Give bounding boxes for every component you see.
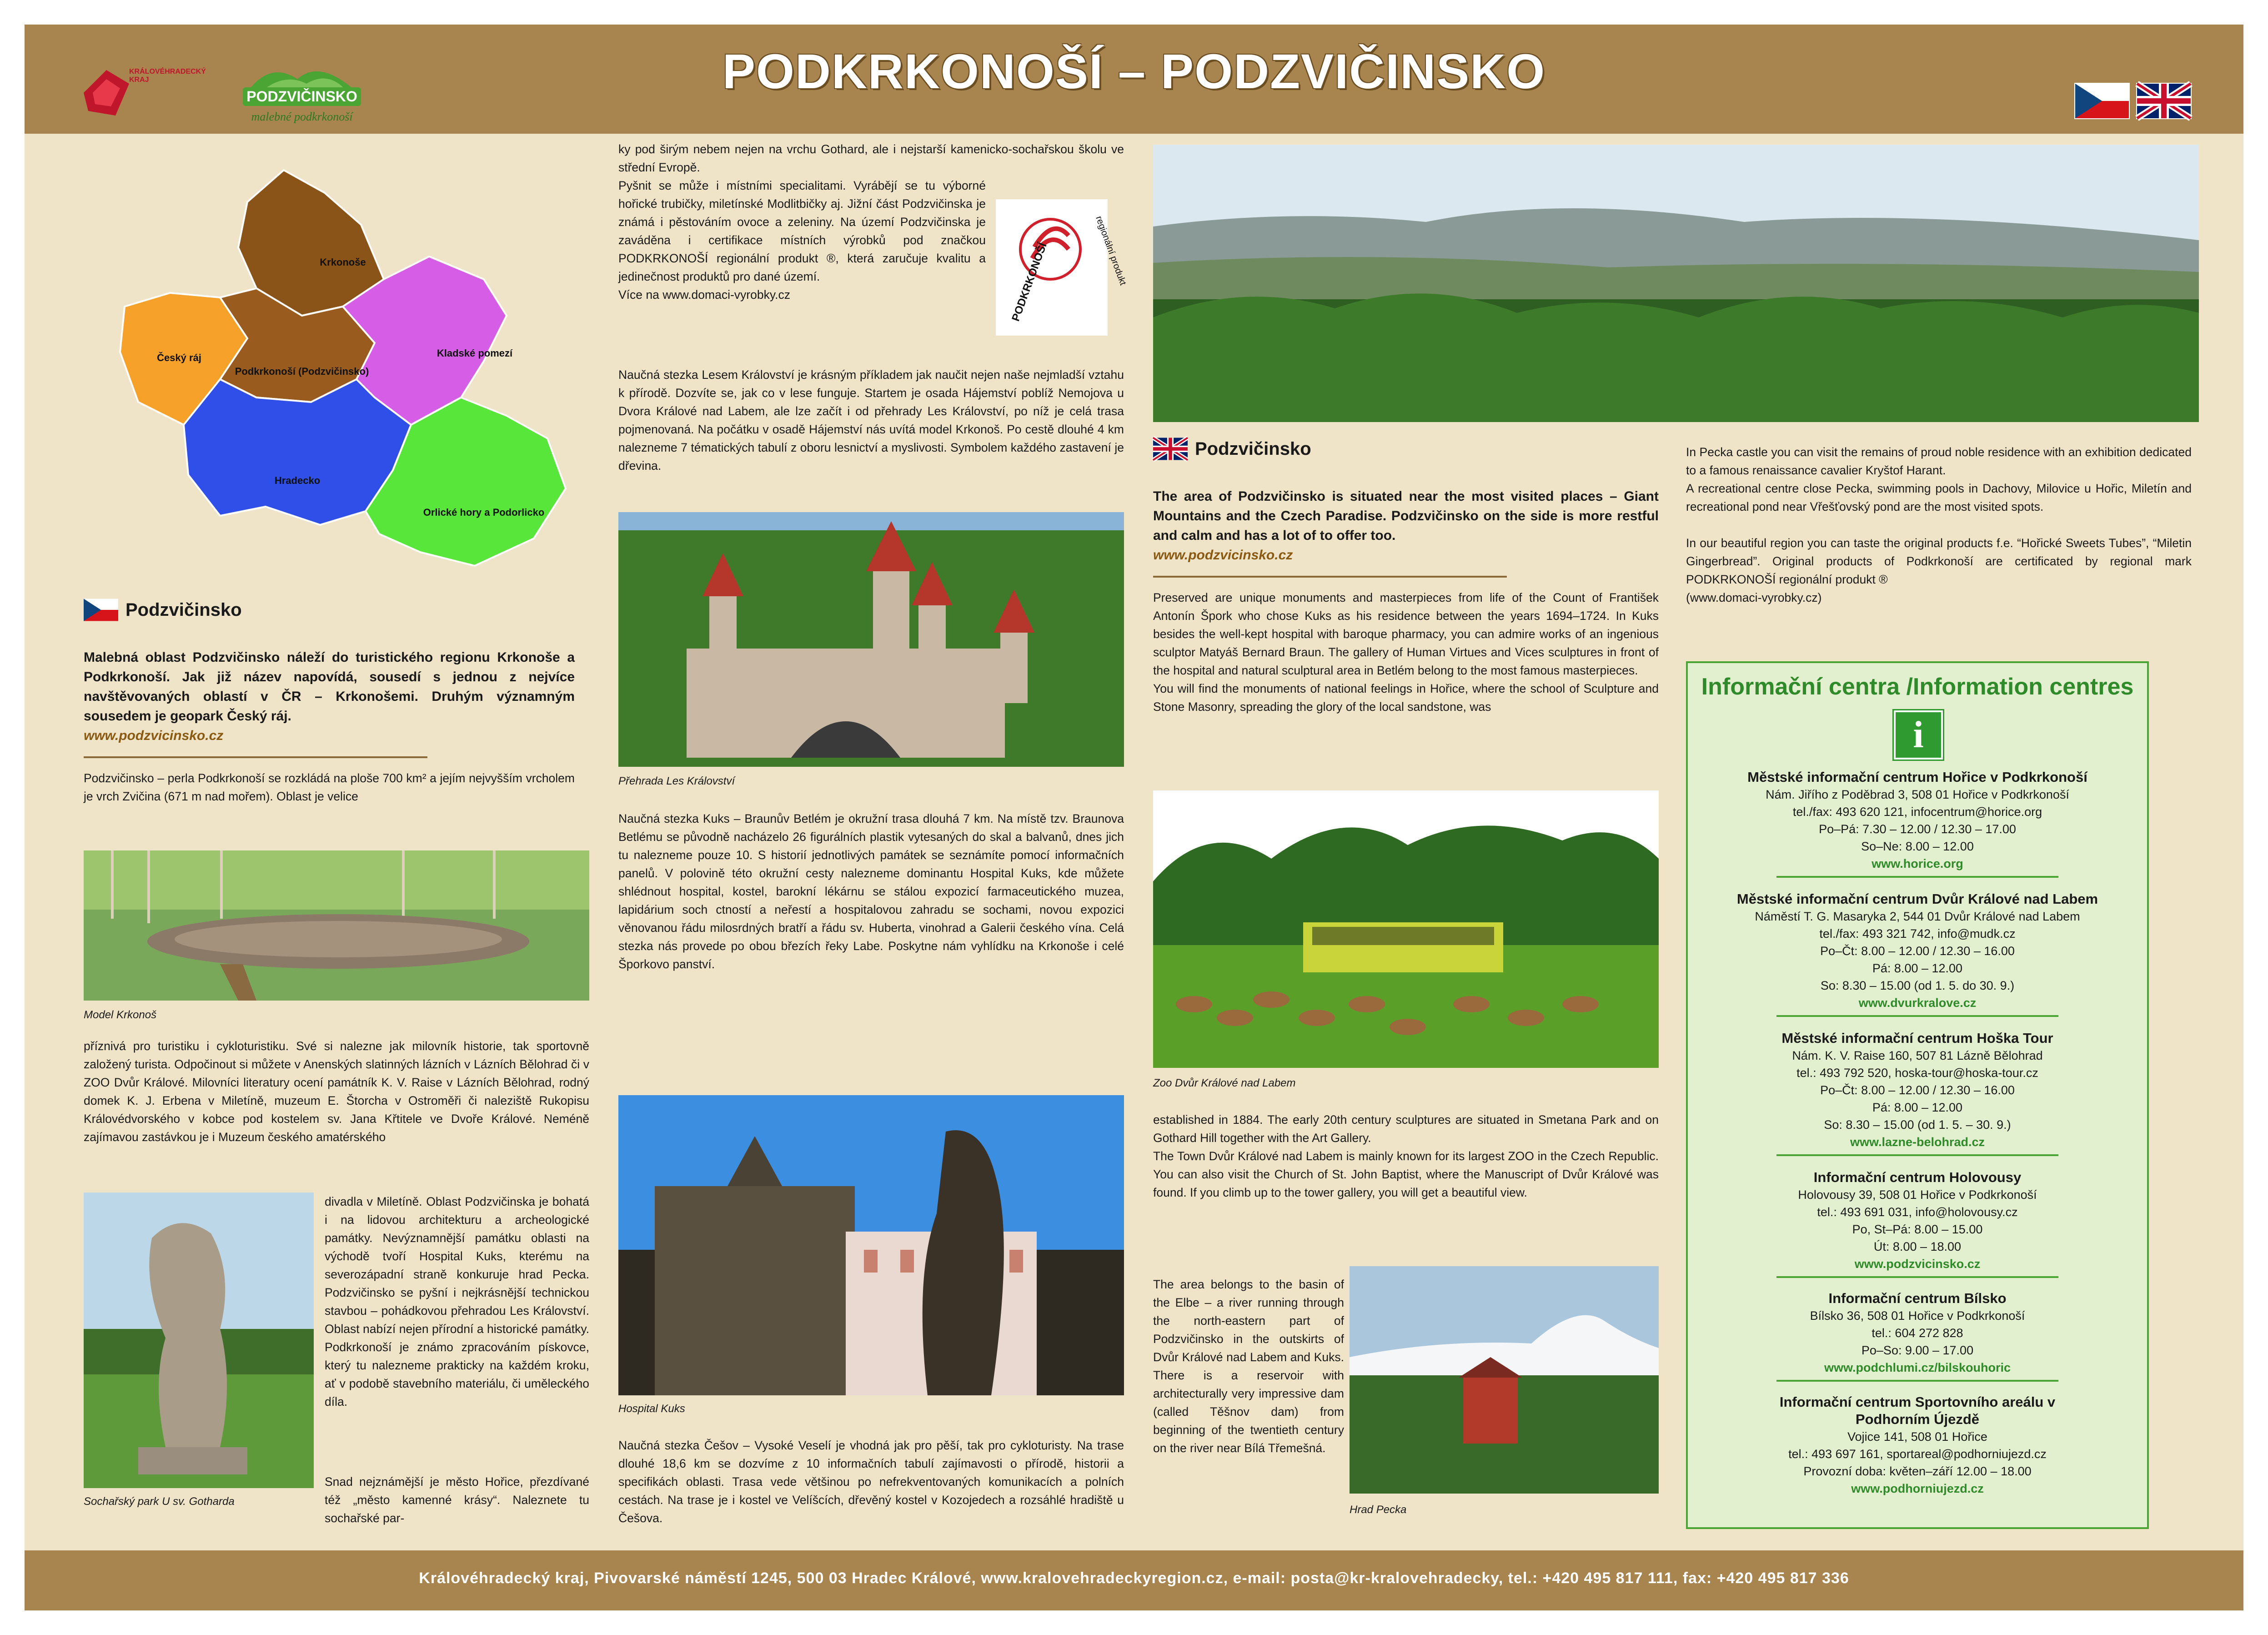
divider — [1776, 1276, 2058, 1278]
caption-sculpture-park: Sochařský park U sv. Gotharda — [84, 1495, 235, 1508]
page-title: PODKRKONOŠÍ – PODZVIČINSKO — [722, 44, 1546, 99]
col3-p3: established in 1884. The early 20th century sculptures are situated in Smetana Park and on Gothard Hill together with the Art Gallery. — [1153, 1113, 1659, 1145]
map-label-cesky-raj: Český ráj — [157, 352, 201, 363]
footer-bar — [25, 1550, 2243, 1610]
map-label-orlicke: Orlické hory a Podorlicko — [423, 507, 545, 518]
centre-line: tel./fax: 493 620 121, infocentrum@horice.org — [1792, 805, 2042, 819]
col3-p4: The Town Dvůr Králové nad Labem is mainly known for its largest ZOO in the Czech Republic. You can also visit the Church of St. John Baptist, where the Manuscript of Dvůr Králové was found. If you climb up to the tower gallery, you will get a beautiful view. — [1153, 1149, 1659, 1199]
centre-url[interactable]: www.lazne-belohrad.cz — [1850, 1135, 1985, 1149]
info-title: Informační centra /Information centres — [1701, 674, 2134, 700]
centre-line: So: 8.30 – 15.00 (od 1. 5. – 30. 9.) — [1824, 1118, 2011, 1132]
centre-line: tel.: 493 792 520, hoska-tour@hoska-tour.cz — [1796, 1066, 2038, 1080]
centre-line: Po–Čt: 8.00 – 12.00 / 12.30 – 16.00 — [1820, 1083, 2015, 1097]
col3-p1: Preserved are unique monuments and masterpieces from life of the Count of František Antonín Špork who chose Kuks as his residence between the years 1694–1724. In Kuks besides the well-kept hospital with baroque pharmacy, you can admire works of an ingenious sculptor Matyáš Bernard Braun. The gallery of Human Virtues and Vices sculptures in front of the hospital and natural sculptural area in Betlém belong to the most famous masterpieces. — [1153, 591, 1659, 677]
centre-line: Pá: 8.00 – 12.00 — [1872, 961, 1963, 975]
centre-name: Informační centrum Bílsko — [1828, 1290, 2007, 1306]
divider — [1776, 1154, 2058, 1156]
centre-line: Po–So: 9.00 – 17.00 — [1861, 1343, 1974, 1357]
info-centre-hoska — [1688, 1030, 2147, 1162]
centre-name: Informační centrum Sportovního areálu v Podhorním Újezdě — [1779, 1394, 2056, 1427]
info-centre-holovousy — [1688, 1169, 2147, 1284]
caption-model-krkonos: Model Krkonoš — [84, 1009, 157, 1021]
regional-product-badge — [996, 199, 1128, 336]
centre-url[interactable]: www.podzvicinsko.cz — [1854, 1257, 1981, 1271]
photo-sculpture-park — [84, 1192, 314, 1488]
centre-line: Provozní doba: květen–září 12.00 – 18.00 — [1803, 1464, 2032, 1478]
info-centre-dvur — [1688, 890, 2147, 1023]
col3-text — [1153, 487, 1659, 716]
divider — [1153, 576, 1507, 578]
col1-p3: divadla v Miletíně. Oblast Podzvičinska je bohatá i na lidovou architekturu a archeologické památky. Nevýznamnější památku oblasti na východě tvoří Hospital Kuks, kterému na severozápadní straně konkuruje hrad Pecka. Podzvičinsko se pyšní i nejkrásnější technickou stavbou – pohádkovou přehradou Les Království. Oblast nabízí nejen přírodní a historické památky. Podkrkonoší je známo zpracováním pískovce, který tu nalezneme prakticky na každém kroku, ať v podobě stavebního materiálu, či uměleckého díla. — [325, 1195, 589, 1409]
info-centre-bilsko — [1688, 1290, 2147, 1388]
divider — [1776, 1380, 2058, 1382]
centre-line: So–Ne: 8.00 – 12.00 — [1861, 840, 1974, 853]
centre-url[interactable]: www.podchlumi.cz/bilskouhoric — [1824, 1361, 2011, 1374]
centre-url[interactable]: www.horice.org — [1872, 857, 1963, 870]
col1-link[interactable]: www.podzvicinsko.cz — [84, 728, 224, 743]
info-icon: i — [1894, 710, 1943, 760]
caption-zoo: Zoo Dvůr Králové nad Labem — [1153, 1077, 1296, 1089]
map-label-podkrkonosi: Podkrkonoší (Podzvičinsko) — [235, 366, 369, 377]
centre-line: So: 8.30 – 15.00 (od 1. 5. do 30. 9.) — [1820, 979, 2015, 992]
centre-line: Pá: 8.00 – 12.00 — [1872, 1101, 1963, 1114]
section-heading-en — [1153, 438, 1311, 460]
caption-pecka: Hrad Pecka — [1350, 1504, 1407, 1516]
col3-p3p4 — [1153, 1111, 1659, 1202]
photo-model-krkonos — [84, 850, 589, 1001]
col3-lead: The area of Podzvičinsko is situated near the most visited places – Giant Mountains and the Czech Paradise. Podzvičinsko on the side is more restful and calm and has a lot of to offer too. — [1153, 489, 1659, 543]
col2-p3: Naučná stezka Lesem Království je krásným příkladem jak naučit nejen naše nejmladší vztahu k přírodě. Dozvíte se, jak co v lese funguje. Startem je osada Hájemství poblíž Nemojova u Dvora Králové nad Labem, ale lze začít i od přehrady Les Království, po níž je celá trasa pojmenovaná. Na počátku v osadě Hájemství nás uvítá model Krkonoš. Po cestě dlouhé 4 km nalezneme 7 tématických tabulí z oboru lesnictví a myslivosti. Symbolem každého zastavení je dřevina. — [618, 368, 1124, 473]
col3-link[interactable]: www.podzvicinsko.cz — [1153, 548, 1293, 563]
badge-main-text: PODKRKONOŠÍ — [1009, 241, 1049, 323]
centre-line: Út: 8.00 – 18.00 — [1873, 1240, 1962, 1253]
centre-line: tel.: 604 272 828 — [1872, 1326, 1963, 1340]
col2-p1: ky pod širým nebem nejen na vrchu Gothard, ale i nejstarší kamenicko-sochařskou školu ve střední Evropě. — [618, 142, 1124, 174]
map-label-krkonose: Krkonoše — [320, 257, 366, 268]
col3-p2: You will find the monuments of national feelings in Hořice, where the school of Sculpture and Stone Masonry, spreading the glory of the local sandstone, was — [1153, 682, 1659, 714]
col1-p4: Snad nejznámější je město Hořice, přezdívané též „město kamenné krásy“. Naleznete tu sochařské par- — [325, 1475, 589, 1525]
badge-sub-text: regionální produkt — [1094, 215, 1128, 287]
centre-line: Po, St–Pá: 8.00 – 15.00 — [1852, 1222, 1983, 1236]
centre-line: Bílsko 36, 508 01 Hořice v Podkrkonoší — [1810, 1309, 2025, 1323]
centre-name: Městské informační centrum Hoška Tour — [1781, 1030, 2053, 1046]
czech-flag-icon[interactable] — [2075, 84, 2129, 118]
col4-p1: In Pecka castle you can visit the remains of proud noble residence with an exhibition dedicated to a famous renaissance cavalier Kryštof Harant. — [1686, 445, 2192, 477]
divider — [84, 756, 427, 758]
divider — [1776, 1015, 2058, 1017]
map-label-kladske: Kladské pomezí — [437, 347, 513, 359]
footer-contact: Královéhradecký kraj, Pivovarské náměstí 1245, 500 03 Hradec Králové, www.kralovehradeckyregion.cz, e-mail: posta@kr-kralovehradecky, tel.: +420 495 817 111, fax: +420 495 817 336 — [419, 1570, 1849, 1587]
divider — [1776, 876, 2058, 878]
col1-p1: Podzvičinsko – perla Podkrkonoší se rozkládá na ploše 700 km² a jejím nejvyšším vrcholem je vrch Zvičina (671 m nad mořem). Oblast je velice — [84, 771, 575, 803]
centre-name: Informační centrum Holovousy — [1813, 1169, 2022, 1185]
centre-line: tel./fax: 493 321 742, info@mudk.cz — [1819, 927, 2016, 941]
col4-text — [1686, 443, 2192, 607]
uk-flag-icon — [1153, 438, 1188, 460]
caption-dam: Přehrada Les Království — [618, 775, 735, 787]
col1-text — [84, 648, 575, 805]
photo-landscape — [1153, 145, 2199, 422]
col2-p5: Naučná stezka Češov – Vysoké Veselí je vhodná jak pro pěší, tak pro cykloturisty. Na trase dlouhé 18,6 km se dozvíme z 10 informačních tabulí zajímavosti o přírodě, historii a specifikách oblasti. Trasa vede většinou po nefrekventovaných komunikacích a polních cestách. Na trase je i kostel ve Velíšcích, dřevěný kostel v Kozojedech a rozsáhlé hradiště u Češova. — [618, 1439, 1124, 1525]
photo-dam — [618, 512, 1124, 767]
centre-line: tel.: 493 691 031, info@holovousy.cz — [1817, 1205, 2018, 1219]
info-centres-box — [1686, 661, 2149, 1529]
centre-url[interactable]: www.dvurkralove.cz — [1858, 996, 1977, 1010]
col3-p5: The area belongs to the basin of the Elbe – a river running through the north-eastern part of Podzvičinsko in the outskirts of Dvůr Králové nad Labem and Kuks. There is a reservoir with architecturally very impressive dam (called Těšnov dam) from beginning of the twentieth century on the river near Bílá Třemešná. — [1153, 1278, 1344, 1455]
centre-line: Nám. K. V. Raise 160, 507 81 Lázně Bělohrad — [1792, 1049, 2043, 1062]
col1-lead: Malebná oblast Podzvičinsko náleží do turistického regionu Krkonoše a Podkrkonoší. Jak již název napovídá, sousedí s jednou z nejvíce navštěvovaných oblastí v ČR – Krkonošemi. Druhým významným sousedem je geopark Český ráj. — [84, 650, 575, 724]
region-map — [84, 143, 584, 570]
logo-name: PODZVIČINSKO — [243, 87, 361, 106]
logo-subtitle: malebné podkrkonoší — [251, 110, 353, 123]
col4-p2: A recreational centre close Pecka, swimming pools in Dachovy, Milovice u Hořic, Miletín and recreational pond near Vřešťovský pond are the most visited spots. — [1686, 482, 2192, 513]
centre-line: Nám. Jiřího z Poděbrad 3, 508 01 Hořice v Podkrkonoší — [1766, 788, 2069, 801]
col4-p3b: (www.domaci-vyrobky.cz) — [1686, 591, 1822, 604]
uk-flag-icon[interactable] — [2137, 84, 2191, 118]
centre-line: Po–Pá: 7.30 – 12.00 / 12.30 – 17.00 — [1819, 822, 2016, 836]
kraj-logo-text: KRÁLOVÉHRADECKÝ KRAJ — [129, 68, 206, 84]
centre-url[interactable]: www.podhorniujezd.cz — [1851, 1482, 1984, 1495]
photo-pecka-castle — [1350, 1266, 1659, 1494]
map-label-hradecko: Hradecko — [274, 475, 321, 486]
col2-p2 — [618, 176, 986, 304]
photo-hospital-kuks — [618, 1095, 1124, 1395]
header-bar — [25, 25, 2243, 134]
col4-p3: In our beautiful region you can taste the original products f.e. “Hořické Sweets Tubes”, “Miletin Gingerbread”. Original products of Podkrkonoší are certificated by regional mark PODKRKONOŠÍ regionální produkt ® — [1686, 536, 2192, 586]
photo-zoo — [1153, 790, 1659, 1068]
col2-p2-more: Více na www.domaci-vyrobky.cz — [618, 288, 790, 302]
centre-line: Náměstí T. G. Masaryka 2, 544 01 Dvůr Králové nad Labem — [1755, 910, 2080, 923]
centre-line: Vojice 141, 508 01 Hořice — [1847, 1430, 1987, 1444]
info-centre-podhorni — [1688, 1394, 2147, 1497]
col2-p4: Naučná stezka Kuks – Braunův Betlém je okružní trasa dlouhá 7 km. Na místě tzv. Braunova Betlému se původně nacházelo 26 figurálních plastik vytesaných do skal a balvanů, dnes jich tu nalezneme pouze 10. S historií jednotlivých památek se seznámíte pomocí informačních panelů. V polovině této okružní cesty nalezneme dominantu Hospital Kuks, kde můžete shlédnout hospital, kostel, barokní lékárnu se stálou expozicí farmaceutického muzea, lapidárium soch ctností a neřestí a hospitalovou zahradu se sochami, novou expozici věnovanou řádu milosrdných bratří a řádu sv. Huberta, vinohrad a Galerii českého vína. Celá stezka nás provede po obou březích řeky Labe. Poskytne nám vyhlídku na Krkonoše i celé Šporkovo panství. — [618, 812, 1124, 971]
col2-p2-text: Pyšnit se může i místními specialitami. Vyrábějí se tu výborné hořické trubičky, miletínské Modlitbičky aj. Jižní část Podzvičinska je známá i pěstováním ovoce a zeleniny. Na území Podzvičinska je zaváděna i certifikace místních výrobků pod značkou PODKRKONOŠÍ regionální produkt ®, která zaručuje kvalitu a jedinečnost produktů pro dané území. — [618, 179, 986, 283]
czech-flag-icon — [84, 599, 118, 621]
centre-name: Městské informační centrum Hořice v Podkrkonoší — [1747, 769, 2087, 785]
heading-text: Podzvičinsko — [1195, 438, 1311, 459]
centre-line: tel.: 493 697 161, sportareal@podhorniujezd.cz — [1788, 1447, 2047, 1461]
heading-text: Podzvičinsko — [125, 599, 242, 620]
section-heading-cz — [84, 599, 242, 621]
centre-name: Městské informační centrum Dvůr Králové nad Labem — [1736, 891, 2098, 907]
caption-hospital-kuks: Hospital Kuks — [618, 1403, 685, 1415]
info-centre-horice — [1688, 769, 2147, 884]
centre-line: Holovousy 39, 508 01 Hořice v Podkrkonoší — [1798, 1188, 2037, 1202]
col1-p2: příznivá pro turistiku i cykloturistiku. Své si nalezne jak milovník historie, tak sportovně založený turista. Odpočinout si můžete v Anenských slatinných lázních v Lázních Bělohrad či v ZOO Dvůr Králové. Milovníci literatury ocení památník K. V. Raise v Lázních Bělohrad, rodný domek K. J. Erbena v Miletíně, muzeum E. Štorcha v Ostroměři či naleziště Rukopisu Královédvorského v kobce pod kostelem sv. Jana Křtitele ve Dvoře Králové. Neméně zajímavou zastávkou je i Muzeum českého amatérského — [84, 1039, 589, 1144]
centre-line: Po–Čt: 8.00 – 12.00 / 12.30 – 16.00 — [1820, 944, 2015, 958]
poster — [25, 25, 2243, 1610]
